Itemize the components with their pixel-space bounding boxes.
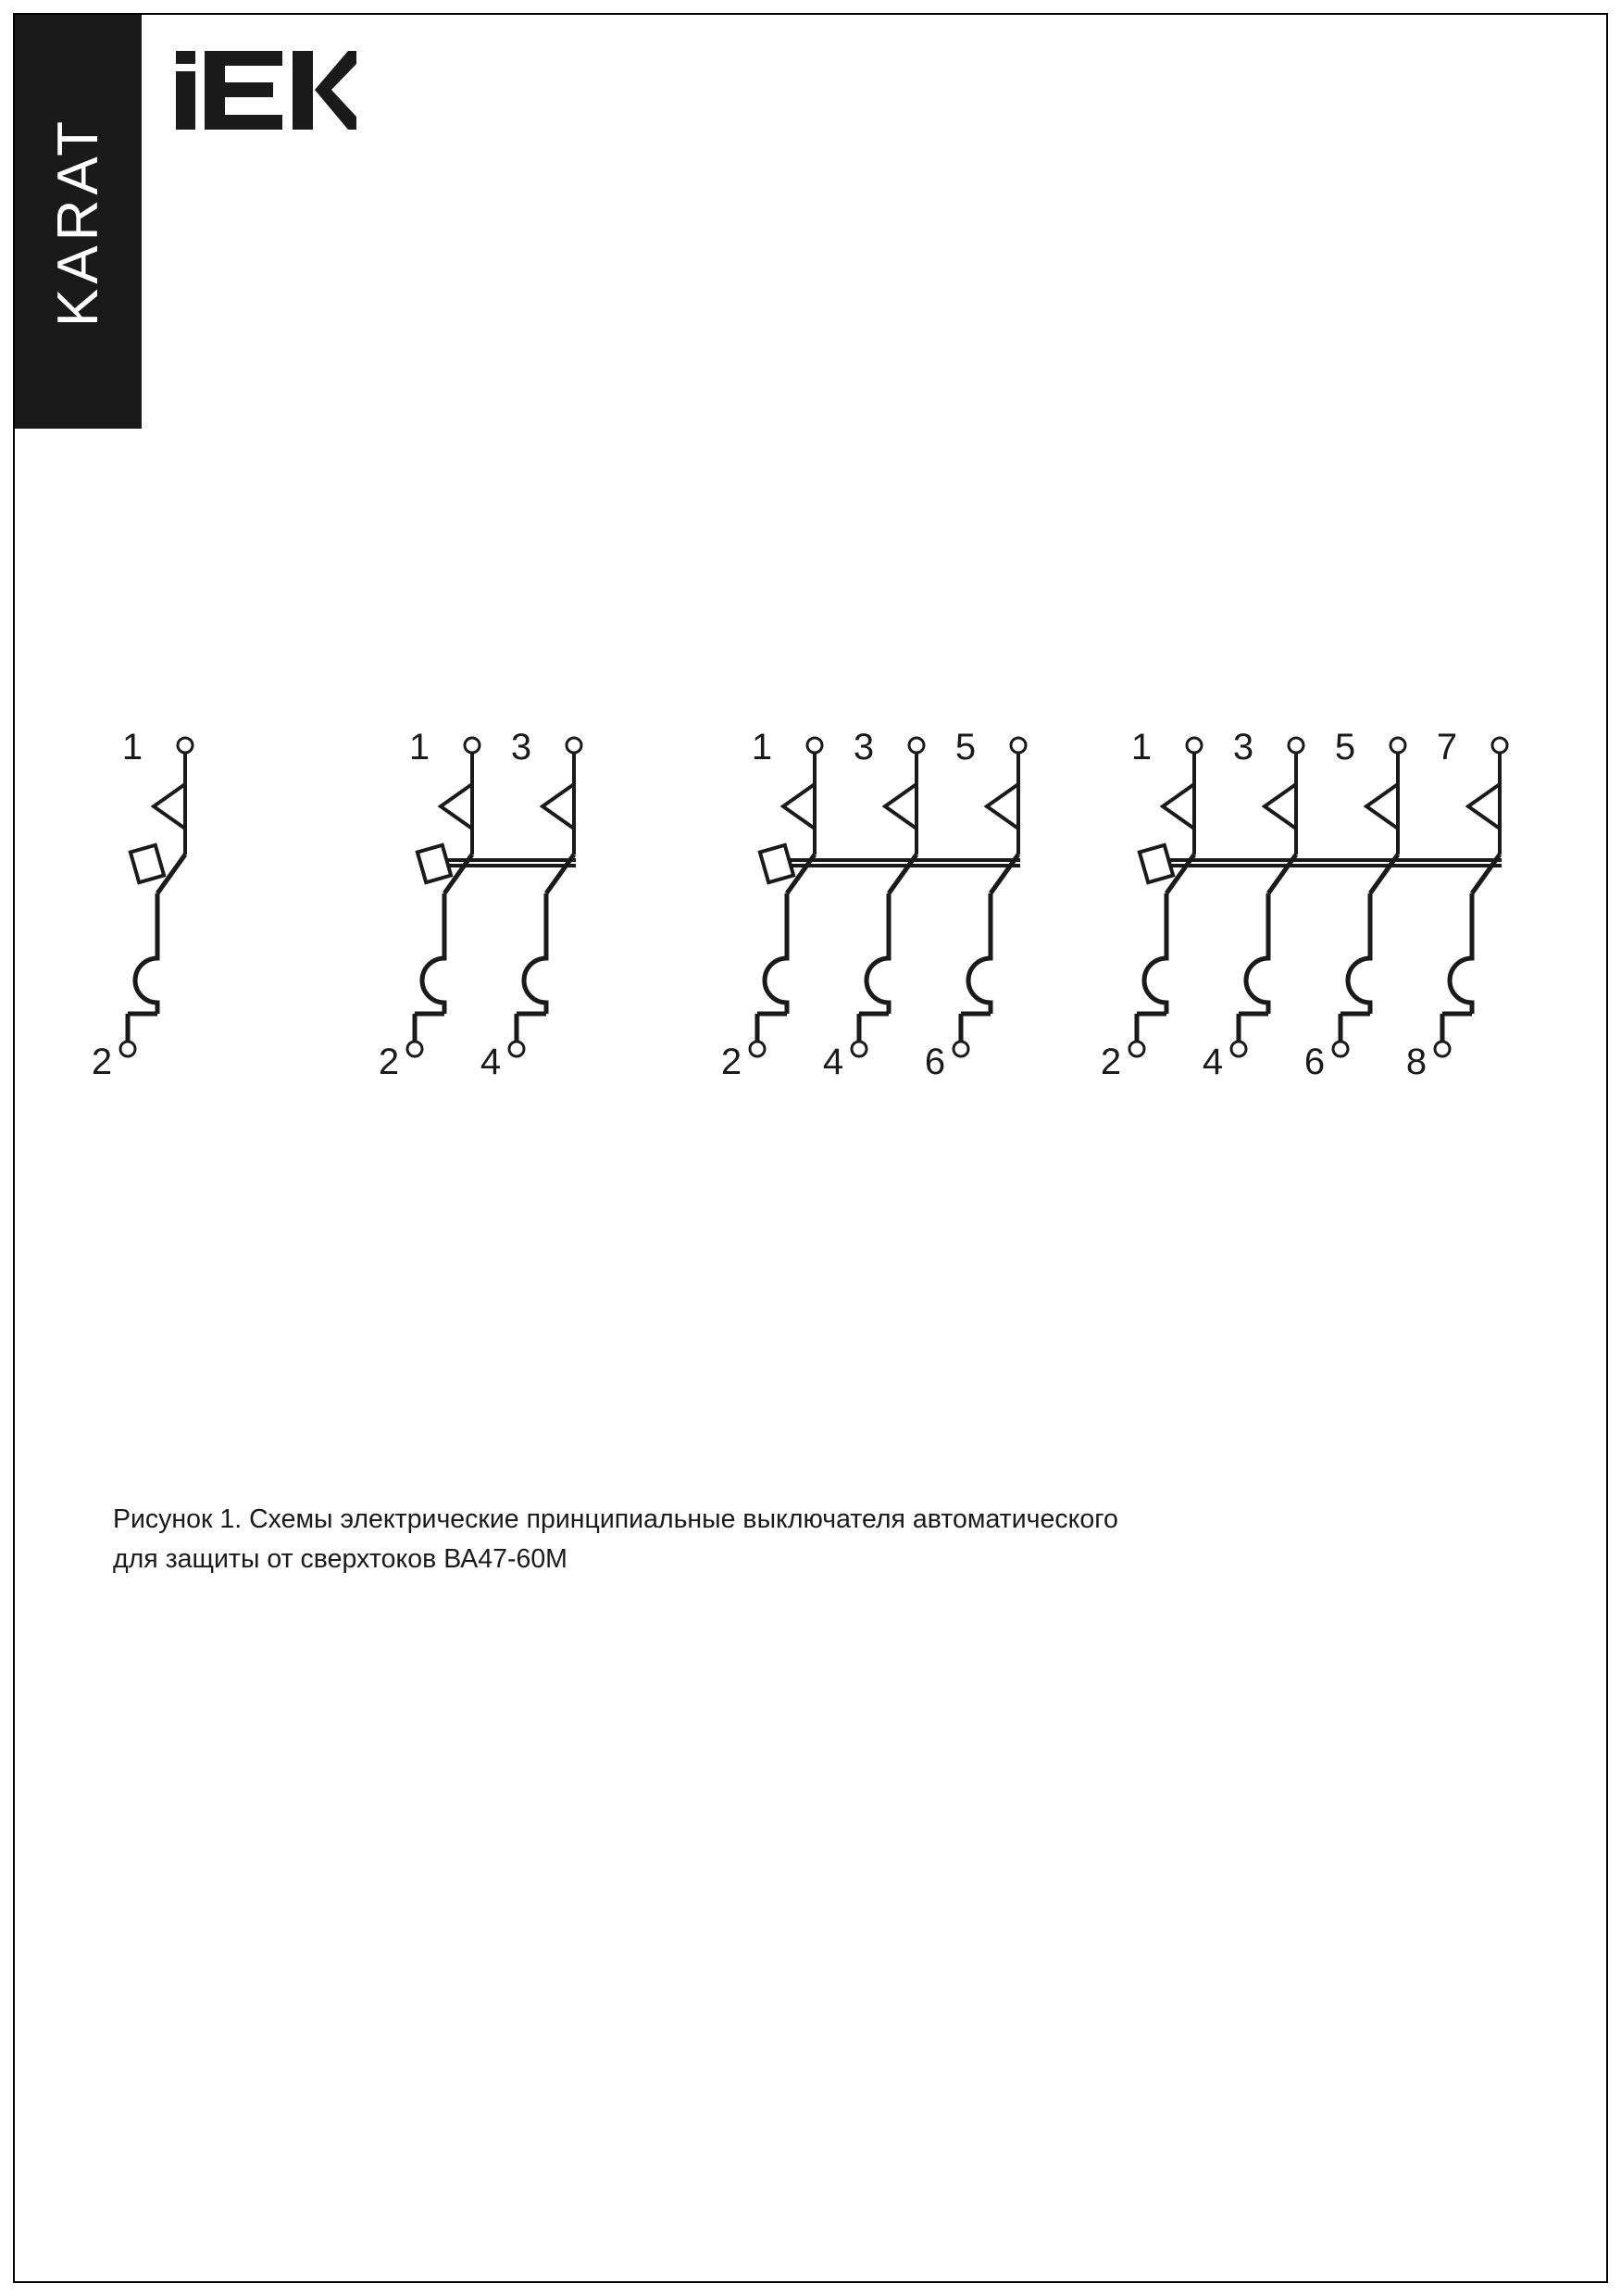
terminal-label: 8	[1405, 1042, 1428, 1082]
terminal-label: 3	[510, 727, 532, 767]
terminal-label: 1	[751, 727, 773, 767]
terminal-label: 1	[1130, 727, 1153, 767]
terminal-label: 6	[924, 1042, 946, 1082]
terminal-label: 5	[1334, 727, 1356, 767]
terminal-label: 1	[121, 727, 143, 767]
figure-caption	[113, 1500, 1270, 1579]
iek-logo	[176, 51, 356, 144]
figure-caption-line-2: для защиты от сверхтоков ВА47-60М	[113, 1544, 567, 1574]
schematic-group-4p	[1101, 727, 1507, 1082]
terminal-label: 1	[408, 727, 430, 767]
figure-caption-line-1: Рисунок 1. Схемы электрические принципиальные выключателя автоматического	[113, 1504, 1118, 1534]
schematic-diagrams	[0, 667, 1621, 1222]
terminal-label: 2	[720, 1042, 742, 1082]
terminal-label: 3	[853, 727, 875, 767]
brand-tab-label: KARAT	[46, 116, 110, 328]
terminal-label: 3	[1232, 727, 1254, 767]
terminal-label: 2	[91, 1042, 113, 1082]
terminal-label: 2	[378, 1042, 400, 1082]
terminal-label: 2	[1100, 1042, 1122, 1082]
terminal-label: 4	[480, 1042, 502, 1082]
terminal-label: 4	[822, 1042, 844, 1082]
terminal-label: 6	[1303, 1042, 1326, 1082]
schematic-group-3p	[721, 727, 1026, 1082]
terminal-label: 4	[1202, 1042, 1224, 1082]
terminal-label: 5	[954, 727, 977, 767]
terminal-label: 7	[1436, 727, 1458, 767]
schematic-group-1p	[92, 727, 193, 1082]
schematic-group-2p	[379, 727, 581, 1082]
brand-tab	[15, 15, 142, 429]
